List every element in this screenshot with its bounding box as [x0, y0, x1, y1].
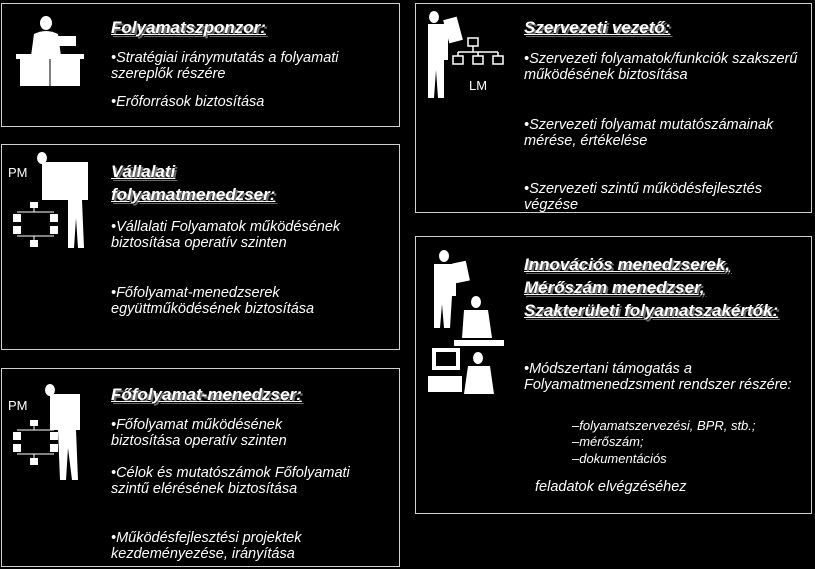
innovation-subitem: –folyamatszervezési, BPR, stb.;: [572, 418, 756, 433]
corporate-pm-tag: PM: [8, 165, 28, 180]
corporate-bullet: •Főfolyamat-menedzserek együttműködésének biztosítása: [111, 285, 315, 317]
innovation-subitem: –mérőszám;: [572, 434, 644, 449]
org-leader-title: Szervezeti vezető:: [524, 18, 671, 37]
main-process-bullet: •Célok és mutatószámok Főfolyamati szintű elérésének biztosítása: [111, 465, 350, 497]
main-process-pm-tag: PM: [8, 398, 28, 413]
team-at-computers-icon: [428, 248, 504, 396]
innovation-subitem: –dokumentációs: [572, 451, 667, 466]
org-leader-lm-tag: LM: [469, 78, 488, 93]
executive-at-desk-icon: [14, 14, 86, 88]
corporate-title: Vállalati folyamatmenedzser:: [111, 162, 276, 204]
corporate-bullet: •Vállalati Folyamatok működésének biztosítása operatív szinten: [111, 219, 341, 251]
innovation-title: Innovációs menedzserek, Mérőszám menedzser, Szakterületi folyamatszakértők:: [524, 255, 779, 320]
org-leader-bullet: •Szervezeti szintű működésfejlesztés végzése: [524, 181, 762, 213]
main-process-title: Főfolyamat-menedzser:: [111, 385, 302, 404]
innovation-bullet: •Módszertani támogatás a Folyamatmenedzsment rendszer részére:: [524, 361, 792, 393]
process-flow-icon: [12, 202, 62, 248]
org-leader-bullet: •Szervezeti folyamat mutatószámainak mérése, értékelése: [524, 117, 774, 149]
main-process-bullet: •Működésfejlesztési projektek kezdeményezése, irányítása: [111, 530, 302, 562]
main-process-bullet: •Főfolyamat működésének biztosítása operatív szinten: [111, 417, 287, 449]
innovation-footer: feladatok elvégzéséhez: [535, 479, 687, 495]
process-flow-icon: [12, 420, 62, 466]
sponsor-bullet: •Stratégiai iránymutatás a folyamati szereplők részére: [111, 50, 339, 82]
sponsor-bullet: •Erőforrások biztosítása: [111, 94, 265, 110]
org-leader-bullet: •Szervezeti folyamatok/funkciók szakszerű működésének biztosítása: [524, 51, 798, 83]
sponsor-title: Folyamatszponzor:: [111, 18, 266, 37]
